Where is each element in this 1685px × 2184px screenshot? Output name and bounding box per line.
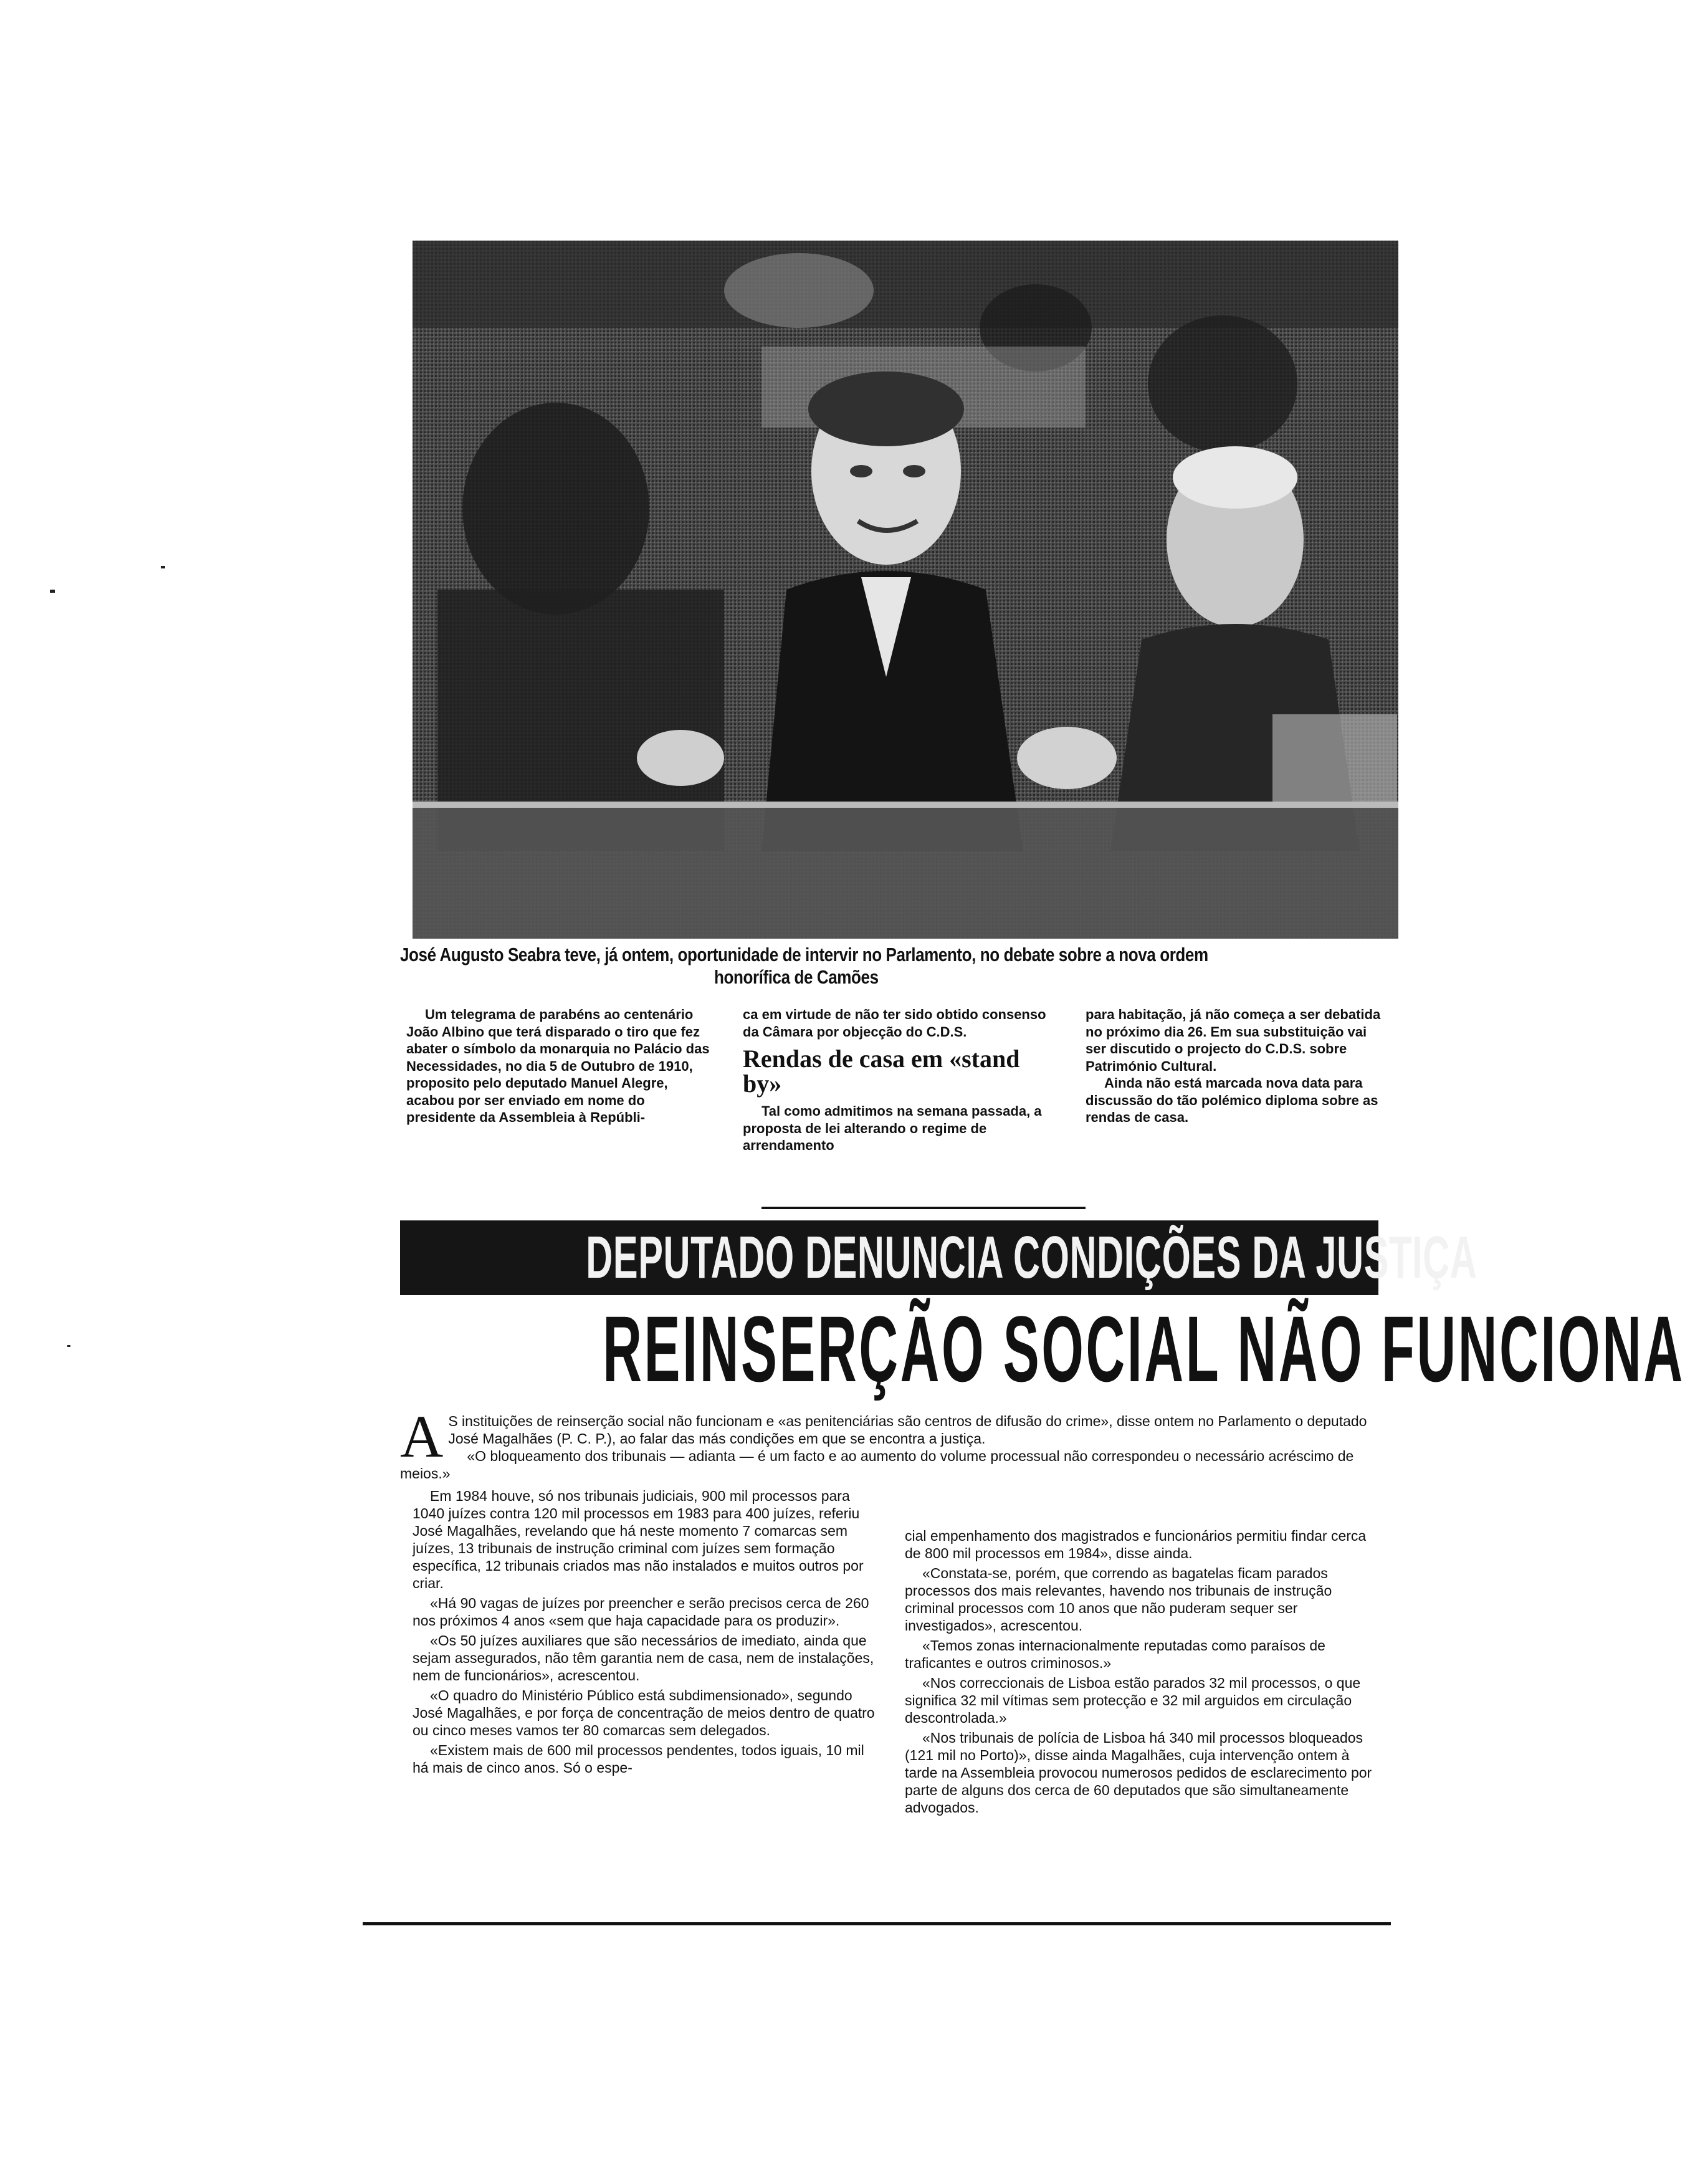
photo-image	[413, 241, 1398, 939]
brief-paragraph: Um telegrama de parabéns ao centenário João Albino que terá disparado o tiro que fez abater o símbolo da monarquia no Palácio das Necessidades, no dia 5 de Outubro de 1910, proposito pelo deputado Manuel Alegre, acabou por ser enviado em nome do presidente da Assembleia à Repúbli-	[406, 1007, 710, 1125]
body-paragraph: «Nos tribunais de polícia de Lisboa há 340 mil processos bloqueados (121 mil no Porto)», disse ainda Magalhães, cuja intervenção ontem à tarde na Assembleia provocou numerosos pedidos de esclarecimento por parte de alguns dos cerca de 60 deputados que são simultaneamente advogados.	[905, 1730, 1372, 1816]
article-banner	[400, 1220, 1477, 1295]
body-paragraph: «Temos zonas internacionalmente reputadas como paraísos de traficantes e outros criminosos.»	[905, 1637, 1325, 1671]
lead-paragraph-2: «O bloqueamento dos tribunais — adianta — é um facto e ao aumento do volume processual não correspondeu o necessário acréscimo de meios.»	[400, 1448, 1354, 1482]
lead-text: S instituições de reinserção social não funcionam e «as penitenciárias são centros de difusão do crime», disse ontem no Parlamento o deputado José Magalhães (P. C. P.), ao falar das más condições em que se encontra a justiça.	[448, 1413, 1367, 1447]
brief-column-1	[406, 1006, 718, 1126]
body-paragraph: «Constata-se, porém, que correndo as bagatelas ficam parados processos dos mais relevantes, havendo nos tribunais de instrução criminal processos com 10 anos que não puderam sequer ser investigados», acrescentou.	[905, 1565, 1332, 1634]
newspaper-clipping	[363, 234, 1685, 1927]
parliament-photo	[413, 241, 1398, 939]
body-paragraph: «Nos correccionais de Lisboa estão parados 32 mil processos, o que significa 32 mil vítimas sem protecção e 32 mil arguidos em circulação descontrolada.»	[905, 1675, 1361, 1726]
drop-cap: A	[400, 1403, 444, 1470]
scan-speck	[161, 566, 165, 568]
photo-caption	[400, 944, 1395, 989]
body-paragraph: «Existem mais de 600 mil processos pendentes, todos iguais, 10 mil há mais de cinco anos. Só o espe-	[413, 1742, 864, 1776]
brief-paragraph: Ainda não está marcada nova data para discussão do tão polémico diploma sobre as rendas de casa.	[1086, 1075, 1378, 1125]
bottom-rule	[363, 1922, 1391, 1925]
body-column-left	[413, 1487, 880, 1779]
body-paragraph: «Há 90 vagas de juízes por preencher e serão precisos cerca de 260 nos próximos 4 anos «sem que haja capacidade para os produzir».	[413, 1595, 869, 1629]
banner-title: DEPUTADO DENUNCIA CONDIÇÕES DA JUSTIÇA	[586, 1224, 1477, 1291]
brief-column-2	[743, 1006, 1054, 1154]
scan-speck	[50, 590, 55, 593]
article-lead	[400, 1403, 1391, 1482]
brief-paragraph: para habitação, já não começa a ser debatida no próximo dia 26. Em sua substituição vai ser discutido o projecto do C.D.S. sobre Património Cultural.	[1086, 1007, 1381, 1074]
brief-subhead: Rendas de casa em «stand by»	[743, 1045, 1020, 1098]
body-column-right	[905, 1527, 1385, 1819]
brief-paragraph: ca em virtude de não ter sido obtido consenso da Câmara por objecção do C.D.S.	[743, 1007, 1046, 1040]
brief-column-3	[1086, 1006, 1388, 1126]
caption-line-2: honorífica de Camões	[714, 966, 879, 988]
body-paragraph: «Os 50 juízes auxiliares que são necessários de imediato, ainda que sejam assegurados, não têm garantia nem de casa, nem de instalações, nem de funcionários», acrescentou.	[413, 1632, 874, 1684]
body-paragraph: Em 1984 houve, só nos tribunais judiciais, 900 mil processos para 1040 juízes contra 120 mil processos em 1983 para 400 juízes, referiu José Magalhães, revelando que há neste momento 7 comarcas sem juízes, 13 tribunais de instrução criminal com juízes sem formação específica, 12 tribunais criados mas não instalados e muitos outros por criar.	[413, 1488, 864, 1591]
brief-paragraph: Tal como admitimos na semana passada, a proposta de lei alterando o regime de arrendamento	[743, 1103, 1042, 1153]
section-divider	[761, 1207, 1086, 1209]
scan-speck	[67, 1345, 70, 1347]
body-paragraph: cial empenhamento dos magistrados e funcionários permitiu findar cerca de 800 mil processos em 1984», disse ainda.	[905, 1528, 1367, 1561]
caption-line-1: José Augusto Seabra teve, já ontem, oportunidade de intervir no Parlamento, no debate sobre a nova ordem	[400, 944, 1208, 965]
article-headline: REINSERÇÃO SOCIAL NÃO FUNCIONA	[603, 1296, 1685, 1401]
body-paragraph: «O quadro do Ministério Público está subdimensionado», segundo José Magalhães, e por força de concentração de meios dentro de quatro ou cinco meses vamos ter 80 comarcas sem delegados.	[413, 1687, 875, 1738]
